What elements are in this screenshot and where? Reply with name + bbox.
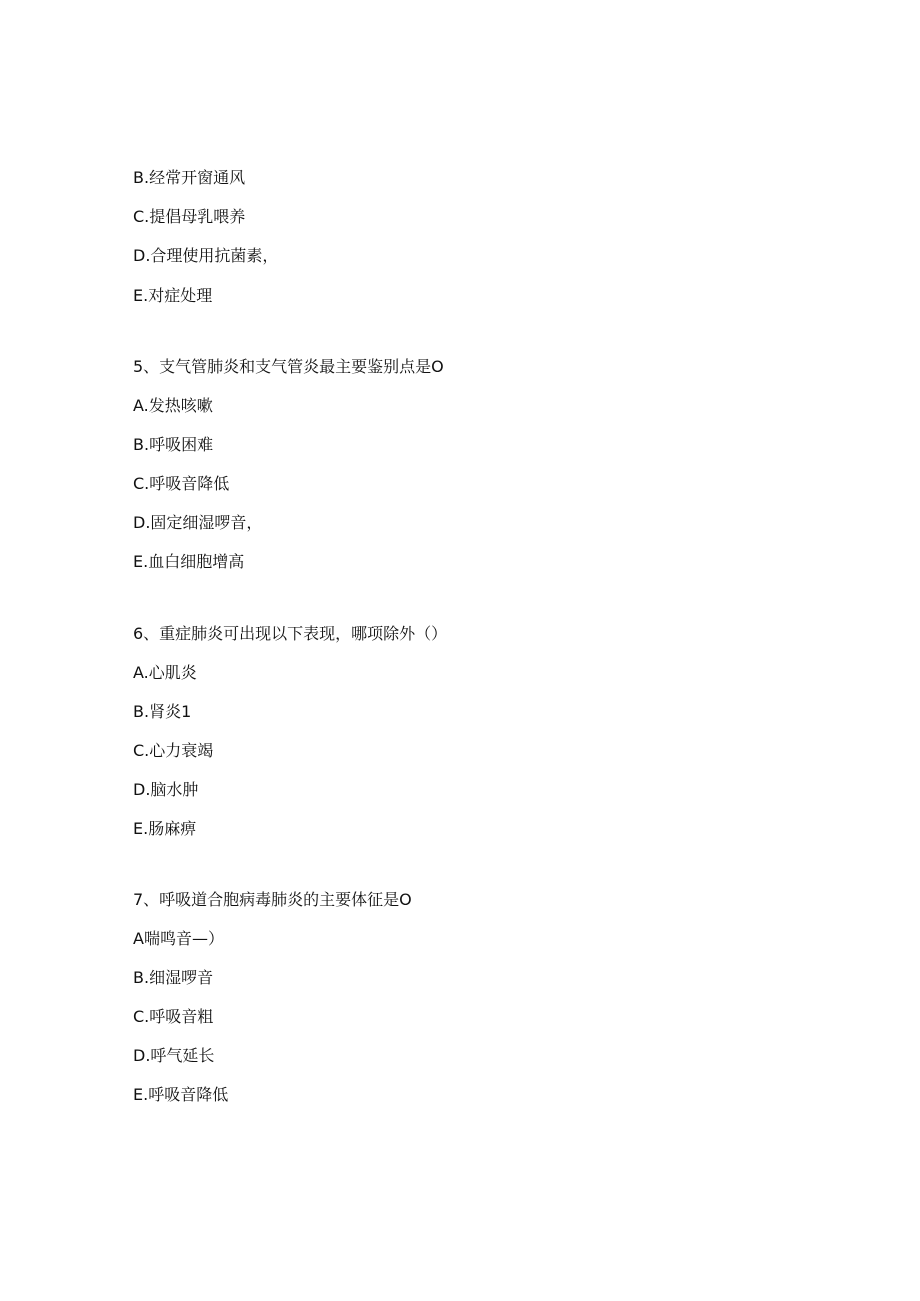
option-b-ventilation: B.经常开窗通风 <box>133 168 246 187</box>
question-5: 5、支气管肺炎和支气管炎最主要鉴别点是O <box>133 357 444 376</box>
q5-option-e: E.血白细胞增高 <box>133 552 245 571</box>
q7-option-c: C.呼吸音粗 <box>133 1007 214 1026</box>
q6-option-b: B.肾炎1 <box>133 702 192 721</box>
q7-option-b: B.细湿啰音 <box>133 968 214 987</box>
q5-option-b: B.呼吸困难 <box>133 435 214 454</box>
q5-option-d: D.固定细湿啰音， <box>133 513 263 532</box>
option-e-symptomatic: E.对症处理 <box>133 286 213 305</box>
option-d-antibiotics: D.合理使用抗菌素， <box>133 246 279 265</box>
q5-option-a: A.发热咳嗽 <box>133 396 213 415</box>
question-7: 7、呼吸道合胞病毒肺炎的主要体征是O <box>133 890 412 909</box>
q5-option-c: C.呼吸音降低 <box>133 474 230 493</box>
option-c-breastfeeding: C.提倡母乳喂养 <box>133 207 246 226</box>
q6-option-d: D.脑水肿 <box>133 780 199 799</box>
q7-option-e: E.呼吸音降低 <box>133 1085 229 1104</box>
q6-option-c: C.心力衰竭 <box>133 741 214 760</box>
q6-option-a: A.心肌炎 <box>133 663 197 682</box>
question-6: 6、重症肺炎可出现以下表现，哪项除外（） <box>133 624 448 643</box>
q6-option-e: E.肠麻痹 <box>133 819 197 838</box>
q7-option-a: A喘鸣音—） <box>133 929 224 948</box>
q7-option-d: D.呼气延长 <box>133 1046 215 1065</box>
